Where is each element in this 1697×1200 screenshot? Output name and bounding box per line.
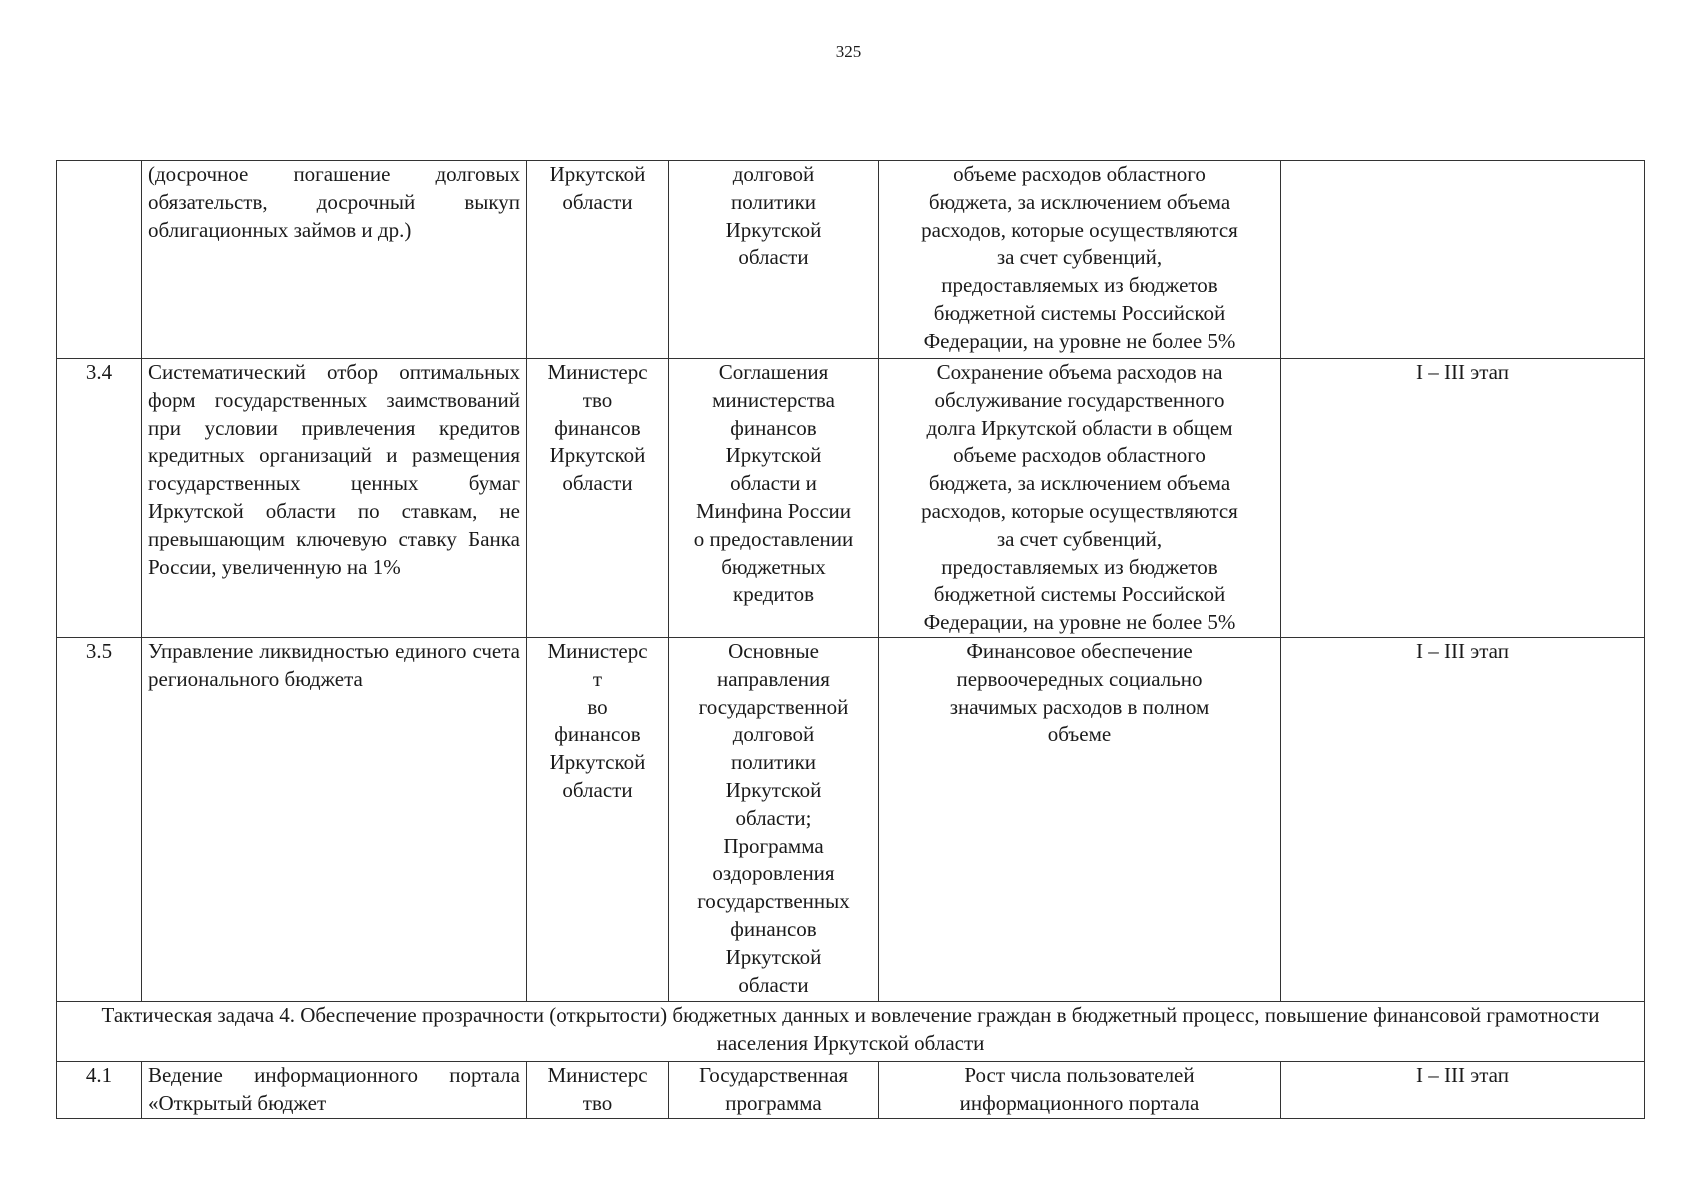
row-number: 3.4 [57,359,142,638]
executor-cell: Иркутской области [527,161,669,359]
activity-cell: Управление ликвидностью единого счета регионального бюджета [142,638,527,1002]
document-cell: долговой политики Иркутской области [669,161,879,359]
page-number: 325 [835,42,862,61]
activity-cell: (досрочное погашение долговых обязательств, досрочный выкуп облигационных займов и др.) [142,161,527,359]
task-heading: Тактическая задача 4. Обеспечение прозрачности (открытости) бюджетных данных и вовлечение граждан в бюджетный процесс, повышение финансовой грамотности населения Иркутской области [57,1002,1645,1062]
stage-cell [1281,161,1645,359]
measures-table [56,160,1645,1119]
task-heading-row [57,1002,1645,1062]
document-cell: Государственная программа [669,1062,879,1119]
executor-cell: Министерс т во финансов Иркутской области [527,638,669,1002]
result-cell: Финансовое обеспечение первоочередных социально значимых расходов в полном объеме [879,638,1281,1002]
row-number: 3.5 [57,638,142,1002]
result-cell: Рост числа пользователей информационного портала [879,1062,1281,1119]
table-row [57,1062,1645,1119]
table-row [57,161,1645,359]
result-cell: объеме расходов областного бюджета, за исключением объема расходов, которые осуществляются за счет субвенций, предоставляемых из бюджетов бюджетной системы Российской Федерации, на уровне не более 5% [879,161,1281,359]
stage-cell: I – III этап [1281,638,1645,1002]
executor-cell: Министерс тво [527,1062,669,1119]
stage-cell: I – III этап [1281,1062,1645,1119]
row-number: 4.1 [57,1062,142,1119]
activity-cell: Ведение информационного портала «Открытый бюджет [142,1062,527,1119]
activity-cell: Систематический отбор оптимальных форм государственных заимствований при условии привлечения кредитов кредитных организаций и размещения государственных ценных бумаг Иркутской области по ставкам, не превышающим ключевую ставку Банка России, увеличенную на 1% [142,359,527,638]
result-cell: Сохранение объема расходов на обслуживание государственного долга Иркутской области в общем объеме расходов областного бюджета, за исключением объема расходов, которые осуществляются за счет субвенций, предоставляемых из бюджетов бюджетной системы Российской Федерации, на уровне не более 5% [879,359,1281,638]
executor-cell: Министерс тво финансов Иркутской области [527,359,669,638]
row-number [57,161,142,359]
table-row [57,638,1645,1002]
document-cell: Соглашения министерства финансов Иркутской области и Минфина России о предоставлении бюджетных кредитов [669,359,879,638]
table-row [57,359,1645,638]
stage-cell: I – III этап [1281,359,1645,638]
document-cell: Основные направления государственной долговой политики Иркутской области; Программа оздоровления государственных финансов Иркутской области [669,638,879,1002]
